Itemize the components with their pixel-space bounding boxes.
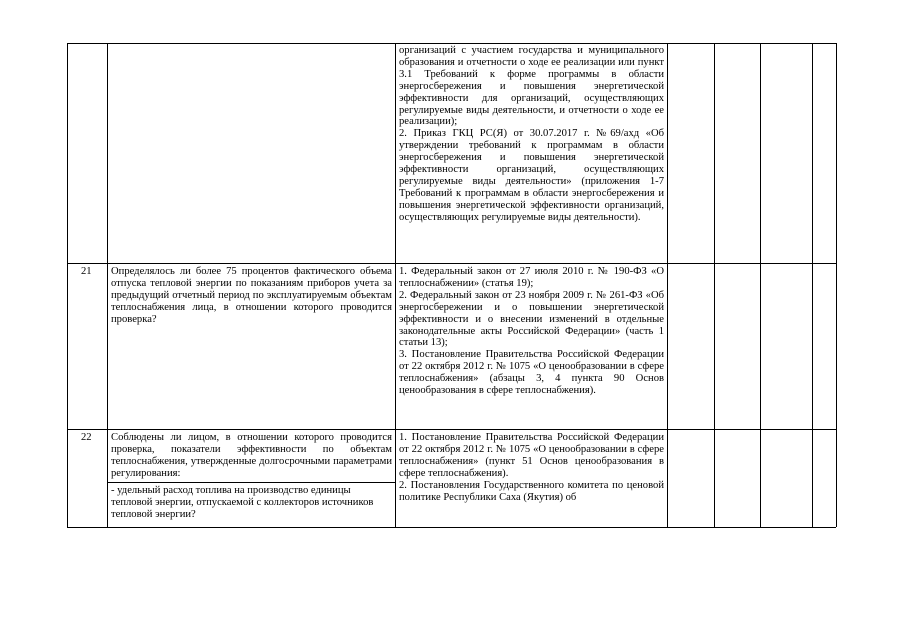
table-border-right (836, 43, 837, 527)
requirement-text: организаций с участием государства и муниципального образования и отчетности о ходе ее реализации или пункт 3.1 Требований к форме программы в области энергосбережения и повышения энергетической эффективности для организаций, осуществляющих регулируемые виды деятельности, и отчетности о ходе ее реализации); (399, 45, 664, 128)
requirements-cell (399, 45, 664, 224)
row-number: 21 (81, 266, 92, 277)
column-divider (760, 43, 761, 527)
column-divider (812, 43, 813, 527)
requirement-text: 2. Федеральный закон от 23 ноября 2009 г. № 261-ФЗ «Об энергосбережении и о повышении энергетической эффективности и о внесении изменений в отдельные законодательные акты Российской Федерации» (часть 1 статьи 13); (399, 289, 664, 349)
requirement-text: 1. Постановление Правительства Российской Федерации от 22 октября 2012 г. № 1075 «О ценообразовании в сфере теплоснабжения» (пункт 51 Основ ценообразования в сфере теплоснабжения). (399, 432, 664, 479)
requirements-cell (399, 266, 664, 397)
column-divider (714, 43, 715, 527)
row-number: 22 (81, 432, 92, 443)
question-cell: Соблюдены ли лицом, в отношении которого проводится проверка, показатели эффективности по объектам теплоснабжения, утвержденные долгосрочными параметрами регулирования: (111, 432, 392, 479)
row-divider (67, 263, 836, 264)
requirements-cell (399, 432, 664, 503)
column-divider (667, 43, 668, 527)
column-divider (395, 43, 396, 527)
column-divider (107, 43, 108, 527)
requirement-text: 3. Постановление Правительства Российской Федерации от 22 октября 2012 г. № 1075 «О ценообразовании в сфере теплоснабжения» (абзацы 3, 4 пункта 90 Основ ценообразования в сфере теплоснабжения). (399, 349, 664, 397)
requirement-text: 2. Приказ ГКЦ РС(Я) от 30.07.2017 г. №69/ахд «Об утверждении требований к программам в области энергосбережения и повышения энергетической эффективности организаций, осуществляющих регулируемые виды деятельности» (приложения 1-7 Требований к программам в области энергосбережения и повышения энергетической эффективности организаций, осуществляющих регулируемые виды деятельности). (399, 128, 664, 223)
subrow-divider (107, 482, 395, 483)
requirement-text: 1. Федеральный закон от 27 июля 2010 г. № 190-ФЗ «О теплоснабжении» (статья 19); (399, 266, 664, 289)
subquestion-cell: - удельный расход топлива на производство единицы тепловой энергии, отпускаемой с коллекторов источников тепловой энергии? (111, 485, 374, 520)
row-divider (67, 429, 836, 430)
table-border-top (67, 43, 836, 44)
table-border-bottom (67, 527, 836, 528)
requirement-text: 2. Постановления Государственного комитета по ценовой политике Республики Саха (Якутия) об (399, 479, 664, 503)
table-border-left (67, 43, 68, 527)
question-cell: Определялось ли более 75 процентов фактического объема отпуска тепловой энергии по показаниям приборов учета за предыдущий отчетный период по эксплуатируемым объектам теплоснабжения лица, в отношении которого проводится проверка? (111, 266, 392, 325)
